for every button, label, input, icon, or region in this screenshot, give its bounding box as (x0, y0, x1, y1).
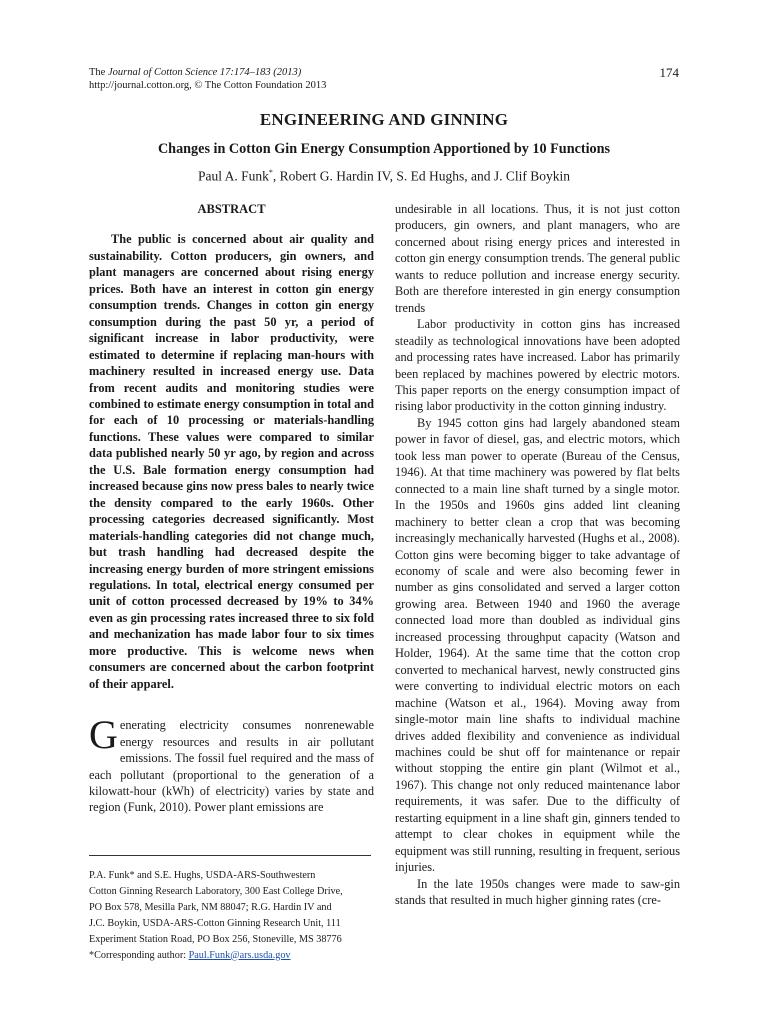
abstract-text: The public is concerned about air quality and sustainability. Cotton producers, gin owners, and plant managers are concerned about rising energy prices. Both have an interest in cotton gin energy consumption trends. Changes in cotton gin energy consumption during the past 50 yr, a period of significant increase in labor productivity, were estimated to determine if replacing man-hours with machinery resulted in increased energy use. Data from recent audits and monitoring studies were combined to estimate energy consumption in total and for each of 10 processing or materials-handling functions. These values were compared to similar data published nearly 50 yr ago, by region and across the U.S. Bale formation energy consumption had increased because gins now press bales to nearly twice the density compared to the early 1960s. Other processing categories decreased significantly. Most materials-handling categories did not change much, but trash handling had decreased despite the increasing energy burden of more stringent emissions regulations. In total, electrical energy consumed per unit of cotton processed decreased by 19% to 34% even as gin processing rates increased three to six fold and mechanization has made labor four to six times more productive. This is welcome news when consumers are concerned about the carbon footprint of their apparel. (89, 232, 374, 691)
footnote-line: Experiment Station Road, PO Box 256, Stoneville, MS 38776 (89, 933, 342, 945)
drop-cap: G (89, 712, 118, 758)
corresponding-mark: * (268, 168, 273, 177)
body-paragraph: By 1945 cotton gins had largely abandoned steam power in favor of diesel, gas, and electric motors, which took less man power to operate (Bureau of the Census, 1946). At that time machinery was powered by flat belts connected to a main line shaft turned by a single motor. In the 1950s and 1960s gins added lint cleaning machinery to better clean a crop that was becoming increasingly mechanically harvested (Hughs et al., 2008). Cotton gins were becoming bigger to take advantage of economy of scale and were also becoming fewer in number as gins consolidated and served a larger cotton growing area. Between 1940 and 1960 the average connected load more than doubled as individual gins increased processing throughput capacity (Watson and Holder, 1964). At the same time that the cotton crop converted to mechanical harvest, newly constructed gins were converting to individual electric motors on each machine (Watson et al., 1964). Moving away from single-motor main line shafts to individual machine drives added flexibility and convenience as individual machines could be shut off for maintenance or repair without stopping the entire gin plant (Wilmot et al., 1967). This change not only reduced maintenance labor requirements, it was safer. Due to the difficulty of restarting equipment in a line shaft gin, ginners tended to attempt to clear chokes in equipment while the equipment was still running, resulting in frequent, serious injuries. (395, 415, 680, 875)
footnote-line: Cotton Ginning Research Laboratory, 300 East College Drive, (89, 885, 343, 897)
journal-citation: The Journal of Cotton Science 17:174–183 (2013) (89, 67, 302, 78)
paper-title: Changes in Cotton Gin Energy Consumption Apportioned by 10 Functions (157, 141, 611, 157)
footnote-line: P.A. Funk* and S.E. Hughs, USDA-ARS-Southwestern (89, 870, 316, 881)
footnote-line: J.C. Boykin, USDA-ARS-Cotton Ginning Research Unit, 111 (89, 917, 341, 929)
journal-header (89, 66, 679, 92)
footnote-line: PO Box 578, Mesilla Park, NM 88047; R.G. Hardin IV and (89, 901, 332, 913)
author-list: Paul A. Funk*, Robert G. Hardin IV, S. Ed Hughs, and J. Clif Boykin (197, 168, 570, 184)
body-paragraph: In the late 1950s changes were made to saw-gin stands that resulted in much higher ginning rates (cre- (395, 876, 680, 908)
journal-name: Journal of Cotton Science 17:174–183 (2013) (107, 67, 302, 78)
journal-site: http://journal.cotton.org, © The Cotton Foundation 2013 (89, 80, 327, 91)
email-link[interactable]: Paul.Funk@ars.usda.gov (188, 949, 291, 961)
section-title: ENGINEERING AND GINNING (259, 110, 509, 129)
author-footnote (89, 868, 377, 963)
introduction (89, 712, 374, 816)
abstract-heading: ABSTRACT (197, 202, 266, 216)
intro-text: enerating electricity consumes nonrenewable energy resources and results in air pollutant emissions. The fossil fuel required and the mass of each pollutant (proportional to the generation of a kilowatt-hour (kWh) of electricity) varies by state and region (Funk, 2010). Power plant emissions are (89, 718, 374, 815)
body-paragraph: undesirable in all locations. Thus, it is not just cotton producers, gin owners, and plant managers, who are concerned about rising energy prices and interested in cotton gin energy consumption trends. The general public wants to reduce pollution and increase energy security. Both are therefore interested in gin energy consumption trends (395, 202, 680, 315)
right-column (395, 201, 680, 908)
page-number: 174 (659, 65, 679, 80)
footnote-rule (89, 855, 371, 856)
corresponding-author: *Corresponding author: Paul.Funk@ars.usda.gov (89, 949, 291, 961)
body-paragraph: Labor productivity in cotton gins has increased steadily as technological innovations have been adopted and processing rates have increased. Labor has primarily been replaced by machines powered by electric motors. This paper reports on the energy consumption impact of rising labor productivity in the cotton ginning industry. (395, 317, 680, 414)
left-column (89, 201, 374, 816)
